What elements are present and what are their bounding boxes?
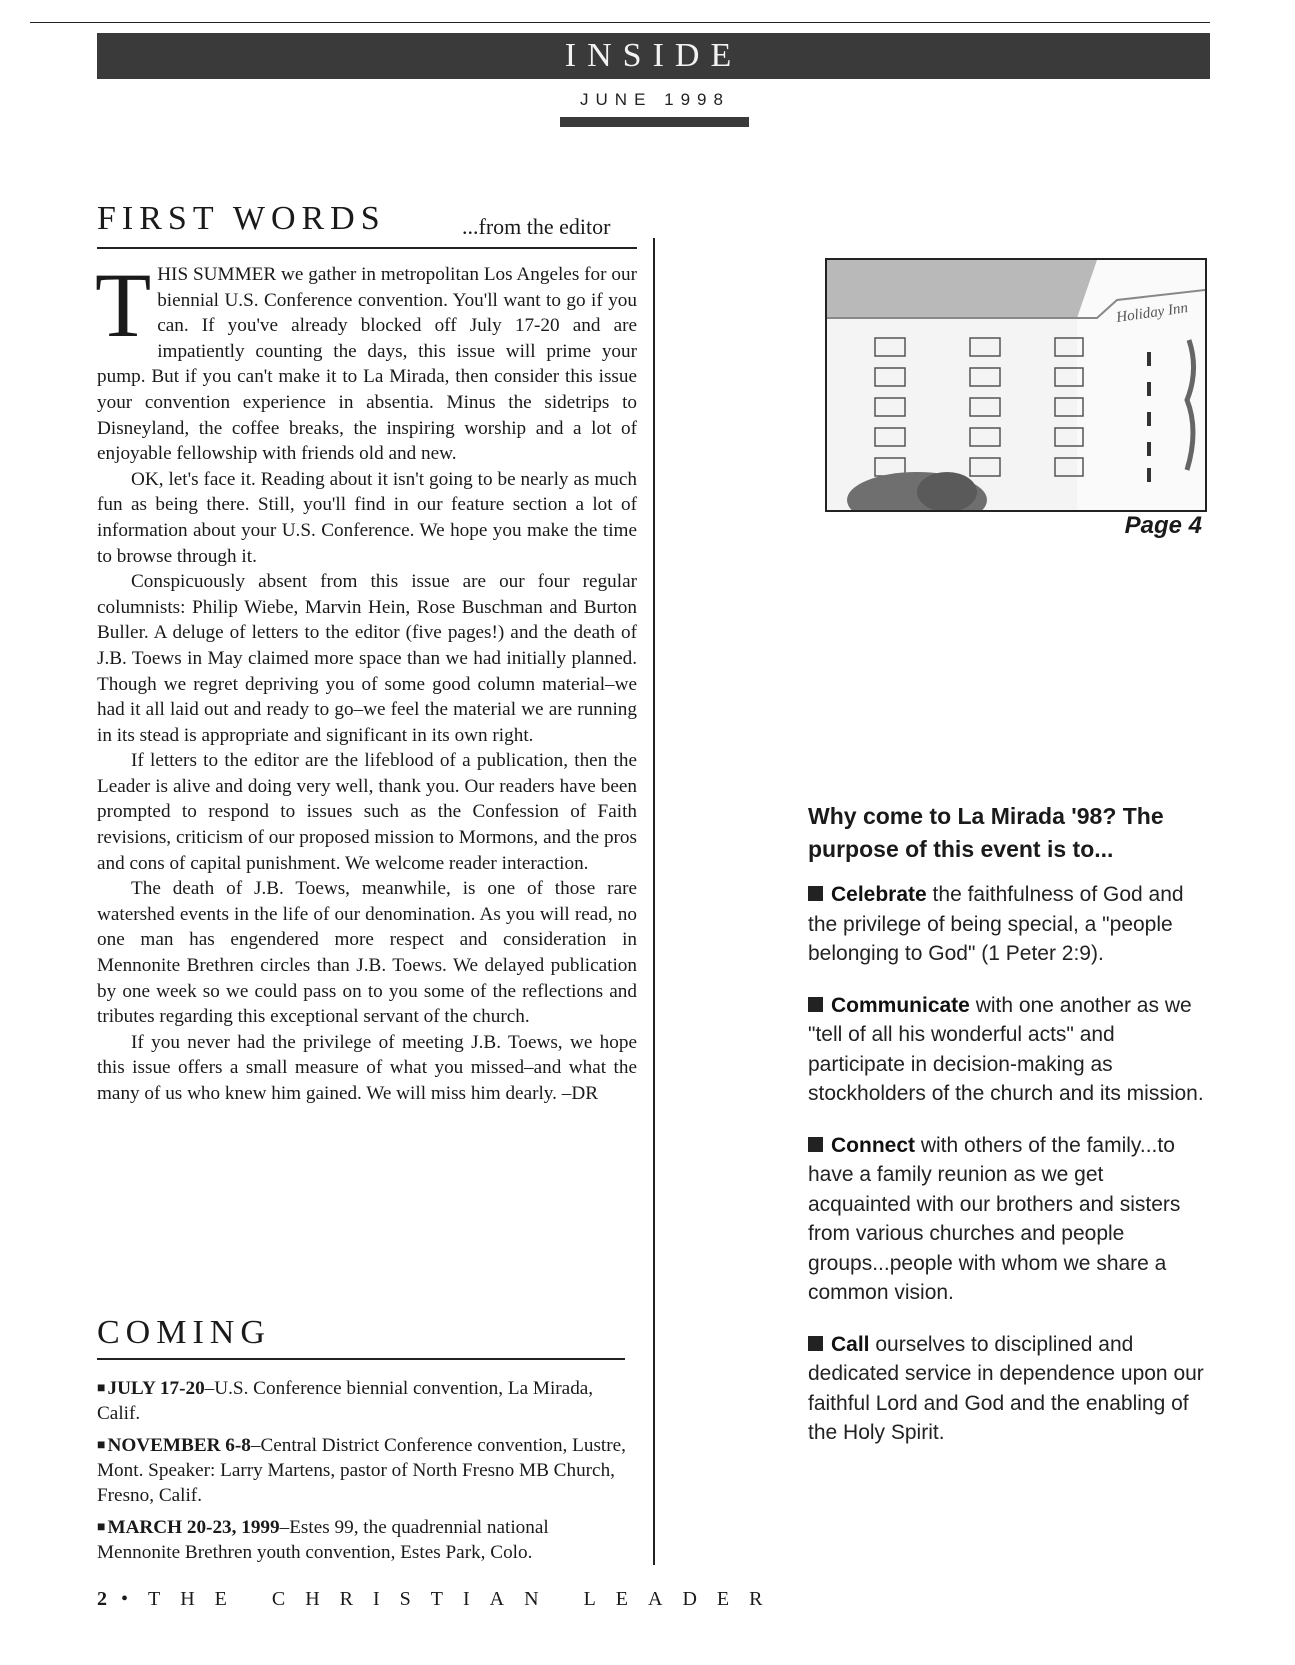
footer-separator: •: [121, 1588, 129, 1610]
article-paragraph: If letters to the editor are the lifeblood of a publication, then the Leader is alive and doing very well, thank you. Our readers have been prompted to respond to issues such as the Confession of Faith revisions, criticism of our proposed mission to Mormons, and the pros and cons of capital punishment. We welcome reader interaction.: [97, 750, 637, 874]
list-item: ■ NOVEMBER 6-8–Central District Conference convention, Lustre, Mont. Speaker: Larry Martens, pastor of North Fresno MB Church, Fresno, Calif.: [97, 1435, 626, 1506]
article-paragraph: The death of J.B. Toews, meanwhile, is one of those rare watershed events in the life of our denomination. As you will read, no one man has engendered more respect and consideration in Mennonite Brethren circles than J.B. Toews. We delayed publication by one week so we could pass on to you some of the reflections and tributes regarding this exceptional servant of the church.: [97, 878, 637, 1028]
photo-page-reference: Page 4: [1124, 512, 1202, 539]
first-words-title: FIRST WORDS: [97, 200, 386, 237]
drop-cap: T: [95, 254, 152, 356]
square-bullet-icon: [808, 1336, 823, 1351]
article-paragraph: Conspicuously absent from this issue are our four regular columnists: Philip Wiebe, Marvin Hein, Rose Buschman and Burton Buller. A deluge of letters to the editor (five pages!) and the death of J.B. Toews in May claimed more space than we had initially planned. Though we regret depriving you of some good column material–we had it all laid out and ready to go–we feel the material we are running in its stead is appropriate and significant in its own right.: [97, 571, 637, 746]
hotel-photo: [825, 258, 1207, 512]
coming-title: COMING: [97, 1314, 271, 1351]
editorial-article: [95, 254, 637, 1107]
list-item: Connect with others of the family...to have a family reunion as we get acquainted with our brothers and sisters from various churches and people groups...people with whom we share a common vision.: [808, 1133, 1181, 1304]
list-item: Celebrate the faithfulness of God and the privilege of being special, a "people belonging to God" (1 Peter 2:9).: [808, 883, 1184, 965]
list-item: Communicate with one another as we "tell of all his wonderful acts" and participate in decision-making as stockholders of the church and its mission.: [808, 993, 1204, 1105]
article-paragraph: OK, let's face it. Reading about it isn't going to be nearly as much fun as being there. Still, you'll find in our feature section a lot of information about your U.S. Conference. We hope you make the time to browse through it.: [97, 468, 637, 567]
coming-events-list: [97, 1376, 629, 1572]
hotel-sign-text: Holiday Inn: [1115, 300, 1189, 326]
list-item: ■ JULY 17-20–U.S. Conference biennial convention, La Mirada, Calif.: [97, 1378, 594, 1424]
square-bullet-icon: [808, 886, 823, 901]
lead-in: HIS SUMMER: [157, 264, 277, 285]
list-item: ■ MARCH 20-23, 1999–Estes 99, the quadrennial national Mennonite Brethren youth convention, Estes Park, Colo.: [97, 1517, 549, 1563]
issue-date: JUNE 1998: [580, 90, 730, 109]
date-underline-bar: [560, 117, 749, 127]
first-words-rule: [97, 247, 637, 249]
column-divider: [653, 238, 655, 1565]
article-paragraph: If you never had the privilege of meeting J.B. Toews, we hope this issue offers a small measure of what you missed–and what the many of us who knew him gained. We will miss him dearly. –DR: [97, 1031, 637, 1104]
page-footer: [97, 1588, 782, 1611]
publication-name: THE CHRISTIAN LEADER: [148, 1588, 783, 1610]
holiday-inn-building-illustration: [827, 260, 1205, 510]
list-item: Call ourselves to disciplined and dedicated service in dependence upon our faithful Lord and God and the enabling of the Holy Spirit.: [808, 1332, 1204, 1444]
coming-rule: [97, 1358, 625, 1360]
why-heading: Why come to La Mirada '98? The purpose of this event is to...: [808, 803, 1164, 862]
first-words-subtitle: ...from the editor: [462, 214, 611, 239]
article-paragraph: THIS SUMMER we gather in metropolitan Los Angeles for our biennial U.S. Conference convention. You'll want to go if you can. If you've already blocked off July 17-20 and are impatiently counting the days, this issue will prime your pump. But if you can't make it to La Mirada, then consider this issue your convention experience in absentia. Minus the sidetrips to Disneyland, the coffee breaks, the inspiring worship and a lot of enjoyable fellowship with friends old and new.: [95, 254, 637, 465]
square-bullet-icon: [808, 997, 823, 1012]
top-rule: [30, 22, 1210, 23]
page-number: 2: [97, 1588, 107, 1610]
purpose-list: [808, 880, 1208, 1470]
inside-banner: INSIDE: [97, 33, 1210, 79]
square-bullet-icon: [808, 1137, 823, 1152]
